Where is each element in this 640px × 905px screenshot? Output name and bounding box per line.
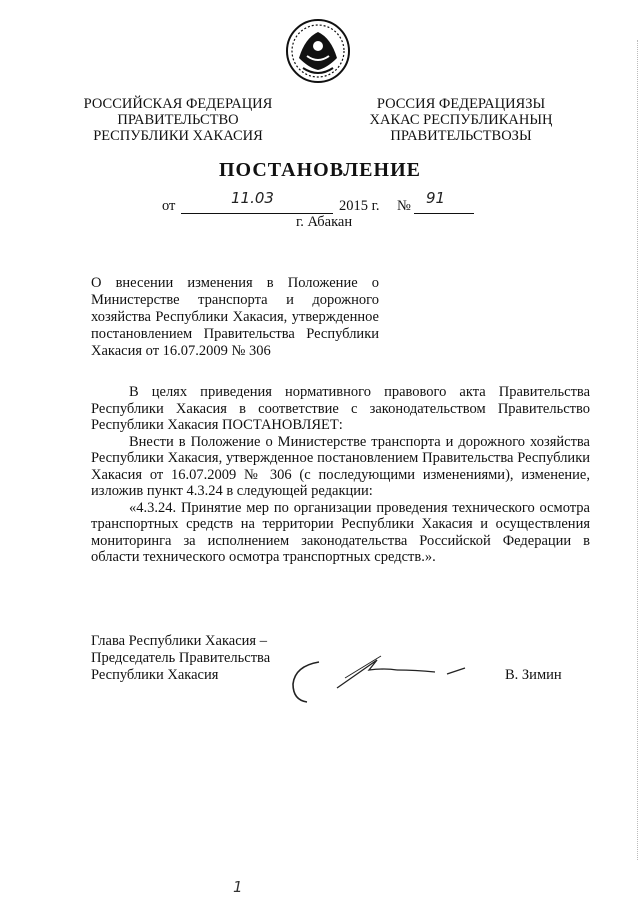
header-right-line: РОССИЯ ФЕДЕРАЦИЯЗЫ [376,96,546,112]
handwritten-signature [285,648,485,708]
scan-edge [635,40,638,860]
body-paragraph: Внести в Положение о Министерстве транспорта и дорожного хозяйства Республики Хакасия, утвержденное постановлением Правительства Республики Хакасия от 16.07.2009 № 306 (с последующими изменениями), изменение, изложив пункт 4.3.24 в следующей редакции: [91,433,590,499]
year-text: 2015 г. [339,198,380,214]
signature-title-line: Глава Республики Хакасия – [91,633,267,649]
body-paragraph: В целях приведения нормативного правового акта Правительства Республики Хакасия в соответствие с законодательством Правительство Республики Хакасия ПОСТАНОВЛЯЕТ: [91,384,590,433]
header-right-line: ПРАВИТЕЛЬСТВОЗЫ [390,128,532,144]
document-title: ПОСТАНОВЛЕНИЕ [219,159,421,181]
number-sign: № [397,198,411,214]
header-left-line: РЕСПУБЛИКИ ХАКАСИЯ [93,128,263,144]
document-body [91,384,590,566]
header-left-line: РОССИЙСКАЯ ФЕДЕРАЦИЯ [83,96,273,112]
number-handwritten: 91 [426,189,446,207]
signature-title [91,633,270,684]
header-right [354,96,568,144]
handwritten-page-mark: 1 [233,878,243,896]
document-subject: О внесении изменения в Положение о Министерстве транспорта и дорожного хозяйства Республики Хакасия, утвержденное постановлением Правительства Республики Хакасия от 16.07.2009 № 306 [91,275,379,359]
number-field [414,189,474,219]
date-prefix: от [162,198,176,214]
signature-title-line: Председатель Правительства [91,650,271,666]
body-paragraph: «4.3.24. Принятие мер по организации проведения технического осмотра транспортных средств на территории Республики Хакасия и осуществления мониторинга за исполнением законодательства Российской Федерации в области технического осмотра транспортных средств.». [91,499,590,565]
signer-name: В. Зимин [505,667,562,683]
header-left [78,96,278,144]
signature-title-line: Республики Хакасия [91,667,219,683]
coat-of-arms-icon [285,18,351,84]
city: г. Абакан [296,214,353,230]
date-handwritten: 11.03 [231,189,274,207]
header-left-line: ПРАВИТЕЛЬСТВО [117,112,239,128]
header-right-line: ХАКАС РЕСПУБЛИКАНЫҢ [369,112,553,128]
